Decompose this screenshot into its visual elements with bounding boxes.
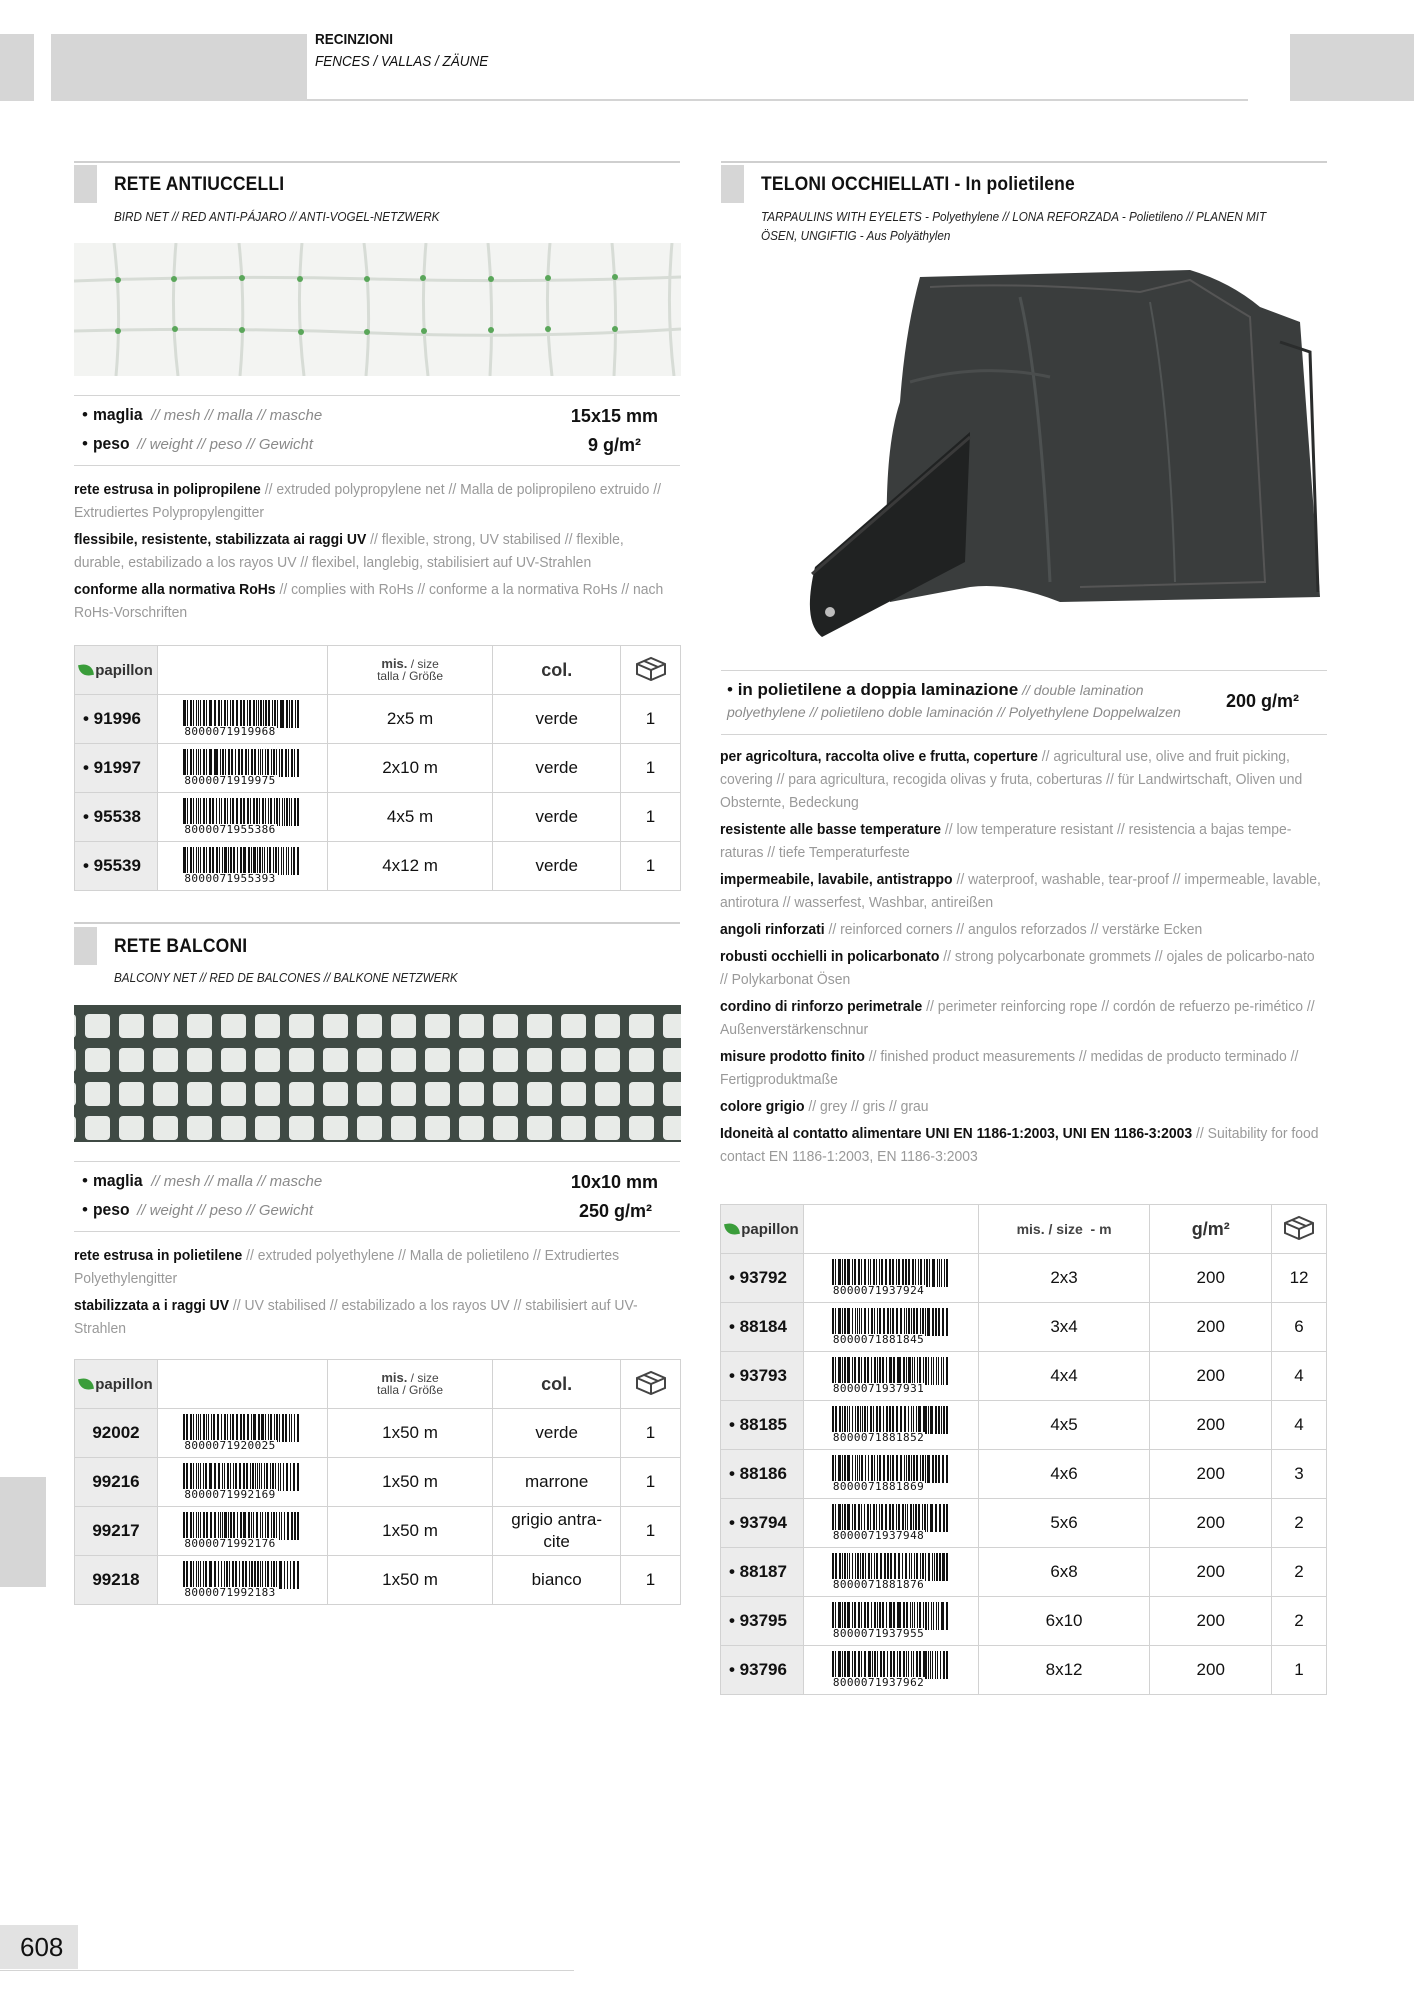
table-cell: [157, 842, 327, 891]
barcode-number: 8000071937962: [832, 1676, 925, 1689]
barcode-bars: [832, 1602, 950, 1630]
table-cell: 4x5 m: [327, 793, 493, 842]
table-cell: 6x8: [978, 1548, 1150, 1597]
desc-item: per agricoltura, raccolta olive e frutta, coperture // agricultural use, olive and fruit picking, covering // para agricultura, recogida olivas y fruta, coberturas // für Landwirtschaft, Oliven und Obsternte, Bedeckung: [720, 748, 1303, 811]
table-cell: • 88187: [721, 1548, 804, 1597]
table-cell: • 93792: [721, 1254, 804, 1303]
box-icon: [634, 1369, 668, 1400]
table-cell: [803, 1597, 978, 1646]
balcony-net-description: [74, 1244, 674, 1344]
table-cell: verde: [493, 793, 621, 842]
table-row: [721, 1597, 1327, 1646]
table-cell: 200: [1150, 1499, 1272, 1548]
color-header: col.: [541, 659, 573, 680]
barcode-number: 8000071881876: [832, 1578, 925, 1591]
tarp-spec: • in polietilene a doppia laminazione // double lamination polyethylene // polietileno doble laminación // Polyethylene Doppelwalzen: [727, 680, 1181, 720]
table-cell: 200: [1150, 1303, 1272, 1352]
table-cell: 1: [621, 744, 681, 793]
header-tab-right: [1290, 34, 1414, 101]
barcode-number: 8000071919975: [184, 774, 276, 787]
bird-net-spec-mesh-value: 15x15 mm: [570, 406, 658, 426]
brand-logo: papillon: [75, 1376, 157, 1393]
table-cell: [803, 1254, 978, 1303]
barcode: [832, 1308, 950, 1346]
table-cell: 2: [1272, 1548, 1327, 1597]
desc-item: rete estrusa in polipropilene // extruded polypropylene net // Malla de polipropileno extruido // Extrudiertes Polypropylengitter: [74, 481, 661, 521]
barcode-number: 8000071937955: [832, 1627, 925, 1640]
table-cell: 200: [1150, 1548, 1272, 1597]
barcode-bars: [832, 1651, 950, 1679]
leaf-icon: [78, 663, 94, 677]
table-cell: 200: [1150, 1254, 1272, 1303]
barcode-number: 8000071881852: [832, 1431, 925, 1444]
barcode-number: 8000071881869: [832, 1480, 925, 1493]
table-cell: 4x6: [978, 1450, 1150, 1499]
balcony-net-top-rule: [74, 922, 680, 924]
section-title: RECINZIONI: [315, 31, 394, 48]
brand-logo: papillon: [75, 662, 157, 679]
table-row: [721, 1254, 1327, 1303]
bird-net-image: [74, 243, 681, 376]
table-cell: [157, 1556, 327, 1605]
barcode-number: 8000071955393: [184, 872, 276, 885]
table-cell: verde: [493, 842, 621, 891]
balcony-net-spec-weight: • peso // weight // peso // Gewicht: [82, 1200, 314, 1219]
table-cell: 1x50 m: [327, 1458, 493, 1507]
barcode: [183, 1463, 301, 1501]
spec-translation: // weight // peso // Gewicht: [137, 1202, 314, 1219]
balcony-net-spec-rule-top: [74, 1161, 680, 1162]
balcony-net-marker: [74, 927, 97, 965]
table-cell: [327, 646, 493, 695]
leaf-icon: [78, 1377, 94, 1391]
table-cell: marrone: [493, 1458, 621, 1507]
box-icon: [634, 655, 668, 686]
spec-label: peso: [92, 1200, 130, 1219]
barcode: [183, 700, 301, 738]
table-row: [721, 1303, 1327, 1352]
table-cell: 4x5: [978, 1401, 1150, 1450]
desc-item: rete estrusa in polietilene // extruded polyethylene // Malla de polietileno // Extrudiertes Polyethylengitter: [74, 1247, 620, 1287]
size-header: mis. / size talla / Größe: [376, 1370, 444, 1397]
bird-net-title: RETE ANTIUCCELLI: [114, 174, 285, 195]
barcode-bars: [183, 1561, 301, 1589]
desc-item: cordino di rinforzo perimetrale // perimeter reinforcing rope // cordón de refuerzo pe-rimético // Außenverstärkenschnur: [720, 998, 1315, 1038]
balcony-net-subtitle: BALCONY NET // RED DE BALCONES // BALKONE NETZWERK: [114, 970, 458, 985]
table-cell: [803, 1548, 978, 1597]
table-cell: 1x50 m: [327, 1409, 493, 1458]
barcode: [832, 1455, 950, 1493]
bird-net-spec-rule-top: [74, 395, 680, 396]
table-cell: [803, 1450, 978, 1499]
barcode-bars: [183, 700, 301, 728]
table-row: [75, 793, 681, 842]
table-cell: • 95539: [75, 842, 158, 891]
table-cell: 1: [621, 842, 681, 891]
barcode: [183, 749, 301, 787]
table-cell: 5x6: [978, 1499, 1150, 1548]
table-cell: 1: [621, 695, 681, 744]
tarp-spec-value: 200 g/m²: [1225, 691, 1299, 711]
table-cell: [803, 1352, 978, 1401]
tarp-subtitle: TARPAULINS WITH EYELETS - Polyethylene // LONA REFORZADA - Polietileno // PLANEN MIT ÖSEN, UNGIFTIG - Aus Polyäthylen: [761, 209, 1267, 243]
table-row: [75, 1458, 681, 1507]
desc-item: angoli rinforzati // reinforced corners // angulos reforzados // verstärke Ecken: [720, 921, 1203, 938]
table-cell: 4: [1272, 1352, 1327, 1401]
table-cell: [75, 1360, 158, 1409]
table-cell: [327, 1360, 493, 1409]
barcode-bars: [832, 1308, 950, 1336]
barcode-bars: [832, 1504, 950, 1532]
table-cell: • 91997: [75, 744, 158, 793]
table-cell: • 88184: [721, 1303, 804, 1352]
table-cell: [157, 744, 327, 793]
box-icon: [1282, 1214, 1316, 1245]
barcode: [183, 1512, 301, 1550]
table-row: [721, 1450, 1327, 1499]
table-row: [75, 1556, 681, 1605]
table-cell: 2x5 m: [327, 695, 493, 744]
bird-net-spec-weight-value: 9 g/m²: [587, 435, 641, 455]
table-cell: grigio antra-cite: [493, 1507, 621, 1556]
table-row: [721, 1352, 1327, 1401]
table-cell: 200: [1150, 1646, 1272, 1695]
table-cell: [157, 793, 327, 842]
desc-item: Idoneità al contatto alimentare UNI EN 1186-1:2003, UNI EN 1186-3:2003 // Suitability for food contact EN 1186-1:2003, EN 1186-3:2003: [720, 1125, 1319, 1165]
table-cell: [978, 1205, 1150, 1254]
desc-item: conforme alla normativa RoHs // complies with RoHs // conforme a la normativa RoHs // nach RoHs-Vorschriften: [74, 581, 664, 621]
bird-net-spec-mesh: • maglia // mesh // malla // masche: [82, 405, 323, 424]
spec-translation: // mesh // malla // masche: [151, 407, 323, 424]
bird-net-spec-rule-bottom: [74, 465, 680, 466]
spec-label: maglia: [92, 1171, 143, 1190]
side-tab: [0, 1477, 46, 1587]
spec-translation: // weight // peso // Gewicht: [137, 436, 314, 453]
desc-item: stabilizzata a i raggi UV // UV stabilised // estabilizado a los rayos UV // stabilisiert auf UV-Strahlen: [74, 1297, 638, 1337]
table-cell: 200: [1150, 1401, 1272, 1450]
barcode-bars: [832, 1406, 950, 1434]
table-cell: [803, 1401, 978, 1450]
barcode-bars: [183, 1414, 301, 1442]
barcode-bars: [183, 847, 301, 875]
table-cell: 200: [1150, 1597, 1272, 1646]
barcode-number: 8000071992169: [184, 1488, 276, 1501]
table-row: [721, 1499, 1327, 1548]
table-cell: • 91996: [75, 695, 158, 744]
desc-item: colore grigio // grey // gris // grau: [720, 1098, 929, 1115]
table-cell: [157, 1458, 327, 1507]
table-row: [75, 695, 681, 744]
barcode-number: 8000071992176: [184, 1537, 276, 1550]
table-cell: 8x12: [978, 1646, 1150, 1695]
desc-item: impermeabile, lavabile, antistrappo // waterproof, washable, tear-proof // impermeable, lavable, antirotura // wasserfest, Washbar, antireißen: [720, 871, 1321, 911]
barcode: [832, 1406, 950, 1444]
table-cell: 1x50 m: [327, 1507, 493, 1556]
table-cell: 12: [1272, 1254, 1327, 1303]
table-cell: [157, 1409, 327, 1458]
balcony-net-title: RETE BALCONI: [114, 936, 248, 957]
desc-item: misure prodotto finito // finished product measurements // medidas de producto terminado // Fertigproduktmaße: [720, 1048, 1299, 1088]
table-cell: 3: [1272, 1450, 1327, 1499]
barcode: [183, 798, 301, 836]
header-tab-left: [0, 34, 34, 101]
table-row: [721, 1646, 1327, 1695]
table-cell: [157, 695, 327, 744]
bird-net-table: [74, 645, 681, 891]
table-cell: 1: [621, 1409, 681, 1458]
bird-net-top-rule: [74, 161, 680, 163]
table-cell: 4: [1272, 1401, 1327, 1450]
table-cell: 1: [621, 1458, 681, 1507]
table-cell: 92002: [75, 1409, 158, 1458]
barcode: [832, 1357, 950, 1395]
table-cell: [1272, 1205, 1327, 1254]
tarp-marker: [721, 165, 744, 203]
barcode-bars: [183, 1463, 301, 1491]
table-cell: • 93793: [721, 1352, 804, 1401]
table-row: [75, 1409, 681, 1458]
balcony-net-image: [74, 1005, 681, 1142]
barcode: [832, 1504, 950, 1542]
spec-translation: // mesh // malla // masche: [151, 1173, 323, 1190]
barcode-bars: [183, 1512, 301, 1540]
gm-header: g/m²: [1191, 1218, 1230, 1239]
table-cell: 2: [1272, 1597, 1327, 1646]
table-cell: 1: [621, 1507, 681, 1556]
table-cell: [157, 1507, 327, 1556]
bird-net-spec-weight: • peso // weight // peso // Gewicht: [82, 434, 314, 453]
spec-label: peso: [92, 434, 130, 453]
table-cell: 6x10: [978, 1597, 1150, 1646]
table-cell: • 95538: [75, 793, 158, 842]
barcode-number: 8000071937924: [832, 1284, 925, 1297]
barcode-bars: [832, 1357, 950, 1385]
table-row: [75, 1507, 681, 1556]
table-cell: verde: [493, 695, 621, 744]
barcode: [183, 1561, 301, 1599]
barcode: [832, 1651, 950, 1689]
table-cell: 99216: [75, 1458, 158, 1507]
table-cell: • 93794: [721, 1499, 804, 1548]
footer-rule: [0, 1970, 574, 1971]
barcode-number: 8000071937948: [832, 1529, 925, 1542]
table-cell: 1: [1272, 1646, 1327, 1695]
table-cell: [1150, 1205, 1272, 1254]
barcode-number: 8000071937931: [832, 1382, 925, 1395]
barcode: [832, 1259, 950, 1297]
leaf-icon: [724, 1222, 740, 1236]
balcony-net-spec-mesh-value: 10x10 mm: [570, 1172, 658, 1192]
table-cell: 2x3: [978, 1254, 1150, 1303]
desc-item: flessibile, resistente, stabilizzata ai raggi UV // flexible, strong, UV stabilised // flexible, durable, estabilizado a los rayos UV // flexibel, langlebig, stabilisiert auf UV-Strahlen: [74, 531, 624, 571]
table-cell: [803, 1646, 978, 1695]
table-cell: 1x50 m: [327, 1556, 493, 1605]
barcode: [832, 1553, 950, 1591]
tarp-description: [720, 745, 1324, 1172]
brand-logo: papillon: [721, 1221, 803, 1238]
barcode-bars: [832, 1455, 950, 1483]
table-cell: 1: [621, 1556, 681, 1605]
table-cell: [493, 1360, 621, 1409]
balcony-net-spec-weight-value: 250 g/m²: [578, 1201, 652, 1221]
table-cell: [621, 1360, 681, 1409]
barcode-bars: [832, 1553, 950, 1581]
barcode: [183, 1414, 301, 1452]
header-tab-center: [51, 34, 307, 101]
barcode: [832, 1602, 950, 1640]
spec-translation: // double lamination polyethylene // polietileno doble laminación // Polyethylene Doppelwalzen: [727, 682, 1181, 720]
spec-label: in polietilene a doppia laminazione: [737, 680, 1019, 699]
desc-item: robusti occhielli in policarbonato // strong polycarbonate grommets // ojales de policarbo-nato // Polykarbonat Ösen: [720, 948, 1315, 988]
section-subtitle: FENCES / VALLAS / ZÄUNE: [315, 53, 489, 70]
table-cell: • 93796: [721, 1646, 804, 1695]
table-cell: 1: [621, 793, 681, 842]
tarp-title: TELONI OCCHIELLATI - In polietilene: [761, 174, 1075, 195]
tarp-table: [720, 1204, 1327, 1695]
bird-net-subtitle: BIRD NET // RED ANTI-PÁJARO // ANTI-VOGEL-NETZWERK: [114, 209, 440, 224]
balcony-net-table: [74, 1359, 681, 1605]
balcony-net-spec-mesh: • maglia // mesh // malla // masche: [82, 1171, 323, 1190]
table-cell: verde: [493, 744, 621, 793]
table-cell: • 93795: [721, 1597, 804, 1646]
barcode-bars: [183, 749, 301, 777]
table-cell: 3x4: [978, 1303, 1150, 1352]
table-cell: bianco: [493, 1556, 621, 1605]
barcode-number: 8000071881845: [832, 1333, 925, 1346]
table-cell: [803, 1303, 978, 1352]
table-cell: [75, 646, 158, 695]
tarp-spec-rule-top: [721, 670, 1327, 671]
bird-net-marker: [74, 165, 97, 203]
color-header: col.: [541, 1373, 573, 1394]
table-cell: 99217: [75, 1507, 158, 1556]
table-row: [75, 744, 681, 793]
table-cell: [493, 646, 621, 695]
table-cell: [803, 1205, 978, 1254]
table-cell: 2x10 m: [327, 744, 493, 793]
table-cell: verde: [493, 1409, 621, 1458]
header-rule: [307, 99, 1248, 101]
table-cell: • 88185: [721, 1401, 804, 1450]
tarp-image: [720, 262, 1330, 662]
table-cell: 200: [1150, 1450, 1272, 1499]
table-cell: 6: [1272, 1303, 1327, 1352]
table-cell: [621, 646, 681, 695]
table-cell: [157, 1360, 327, 1409]
size-header: mis. / size talla / Größe: [377, 656, 444, 683]
tarp-spec-rule-bottom: [721, 734, 1327, 735]
barcode-number: 8000071992183: [184, 1586, 276, 1599]
barcode-number: 8000071919968: [184, 725, 276, 738]
table-cell: [721, 1205, 804, 1254]
desc-item: resistente alle basse temperature // low temperature resistant // resistencia a bajas tempe-raturas // tiefe Temperaturfeste: [720, 821, 1292, 861]
barcode: [183, 847, 301, 885]
table-row: [721, 1401, 1327, 1450]
table-row: [721, 1548, 1327, 1597]
table-cell: • 88186: [721, 1450, 804, 1499]
size-header: mis. / size - m: [1016, 1221, 1112, 1237]
barcode-bars: [832, 1259, 950, 1287]
table-cell: 2: [1272, 1499, 1327, 1548]
table-row: [75, 842, 681, 891]
table-cell: 4x12 m: [327, 842, 493, 891]
table-cell: 4x4: [978, 1352, 1150, 1401]
table-cell: 200: [1150, 1352, 1272, 1401]
spec-label: maglia: [92, 405, 143, 424]
table-cell: [157, 646, 327, 695]
barcode-bars: [183, 798, 301, 826]
table-cell: 99218: [75, 1556, 158, 1605]
table-cell: [803, 1499, 978, 1548]
barcode-number: 8000071955386: [184, 823, 276, 836]
bird-net-description: [74, 478, 674, 628]
page-number: 608: [0, 1925, 78, 1969]
barcode-number: 8000071920025: [184, 1439, 276, 1452]
tarp-top-rule: [721, 161, 1327, 163]
balcony-net-spec-rule-bottom: [74, 1231, 680, 1232]
